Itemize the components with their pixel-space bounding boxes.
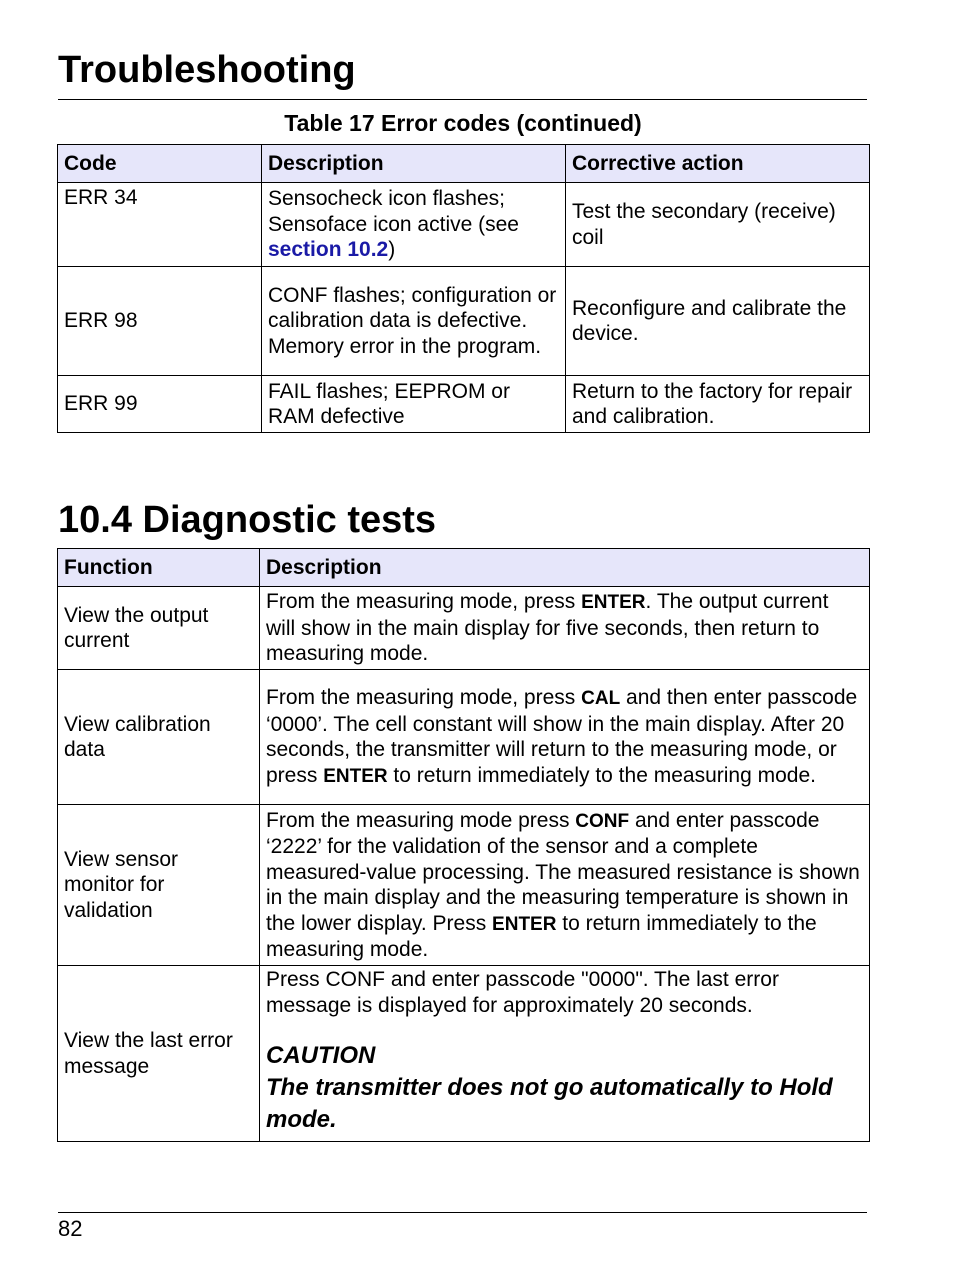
page-header-title: Troubleshooting (58, 49, 356, 91)
table-caption: Table 17 Error codes (continued) (284, 110, 642, 136)
enter-key-label: ENTER (581, 592, 646, 614)
table-row (58, 670, 870, 805)
section-title: 10.4 Diagnostic tests (58, 499, 437, 541)
description-text: . The output current will show in the main display for five seconds, then return to measuring mode. (266, 590, 829, 666)
header-divider (58, 99, 867, 100)
description-text: Press CONF and enter passcode "0000". The last error message is displayed for approximately 20 seconds. (266, 968, 779, 1017)
section-link[interactable]: section 10.2 (268, 238, 389, 262)
enter-key-label: ENTER (492, 913, 557, 935)
description-text: From the measuring mode, press (266, 686, 582, 709)
column-header-code: Code (58, 145, 262, 183)
description-text: ) (388, 238, 396, 262)
function-cell: View sensor monitor for validation (58, 805, 260, 966)
column-header-description: Description (260, 549, 870, 587)
description-cell (260, 670, 870, 805)
error-code-cell: ERR 34 (58, 183, 262, 267)
description-text: and enter passcode ‘2222’ for the validation of the sensor and a complete measured-value processing. The measured resistance is shown in the main display and the measuring temperature is shown in the lower display. Press (266, 808, 860, 935)
description-text: and then enter passcode ‘0000’. The cell constant will show in the main display. After 20 seconds, the transmitter will return to the measuring mode, or press (266, 686, 858, 787)
description-text: From the measuring mode, press (266, 590, 582, 614)
table-row (58, 267, 870, 376)
description-cell (260, 966, 870, 1142)
page-number: 82 (58, 1216, 83, 1241)
function-cell: View calibration data (58, 670, 260, 805)
error-description-cell: FAIL flashes; EEPROM or RAM defective (262, 376, 566, 433)
table-row (58, 376, 870, 433)
description-text: From the measuring mode press (266, 808, 576, 832)
description-text: to return immediately to the measuring mode. (387, 763, 816, 787)
error-codes-table (57, 144, 870, 433)
error-code-cell: ERR 98 (58, 267, 262, 376)
caution-text: The transmitter does not go automatically to Hold mode. (266, 1074, 833, 1133)
caution-note (266, 1040, 863, 1136)
error-code-cell: ERR 99 (58, 376, 262, 433)
description-cell (260, 805, 870, 966)
footer-divider (58, 1212, 867, 1213)
diagnostic-tests-table (57, 548, 870, 1142)
table-row (58, 183, 870, 267)
corrective-action-cell: Reconfigure and calibrate the device. (566, 267, 870, 376)
error-description-cell (262, 183, 566, 267)
table-row (58, 966, 870, 1142)
error-description-cell: CONF flashes; configuration or calibration data is defective. Memory error in the program. (262, 267, 566, 376)
column-header-description: Description (262, 145, 566, 183)
table-header-row (58, 549, 870, 587)
description-cell (260, 587, 870, 670)
conf-key-label: CONF (575, 810, 630, 832)
column-header-corrective-action: Corrective action (566, 145, 870, 183)
table-header-row (58, 145, 870, 183)
function-cell: View the output current (58, 587, 260, 670)
table-row (58, 587, 870, 670)
description-text: to return immediately to the measuring mode. (266, 911, 817, 961)
description-text: Sensocheck icon flashes; Sensoface icon active (see (268, 187, 519, 236)
function-cell: View the last error message (58, 966, 260, 1142)
corrective-action-cell: Test the secondary (receive) coil (566, 183, 870, 267)
column-header-function: Function (58, 549, 260, 587)
cal-key-label: CAL (581, 688, 621, 709)
table-row (58, 805, 870, 966)
caution-title: CAUTION (266, 1042, 376, 1069)
corrective-action-cell: Return to the factory for repair and calibration. (566, 376, 870, 433)
enter-key-label: ENTER (323, 765, 388, 787)
